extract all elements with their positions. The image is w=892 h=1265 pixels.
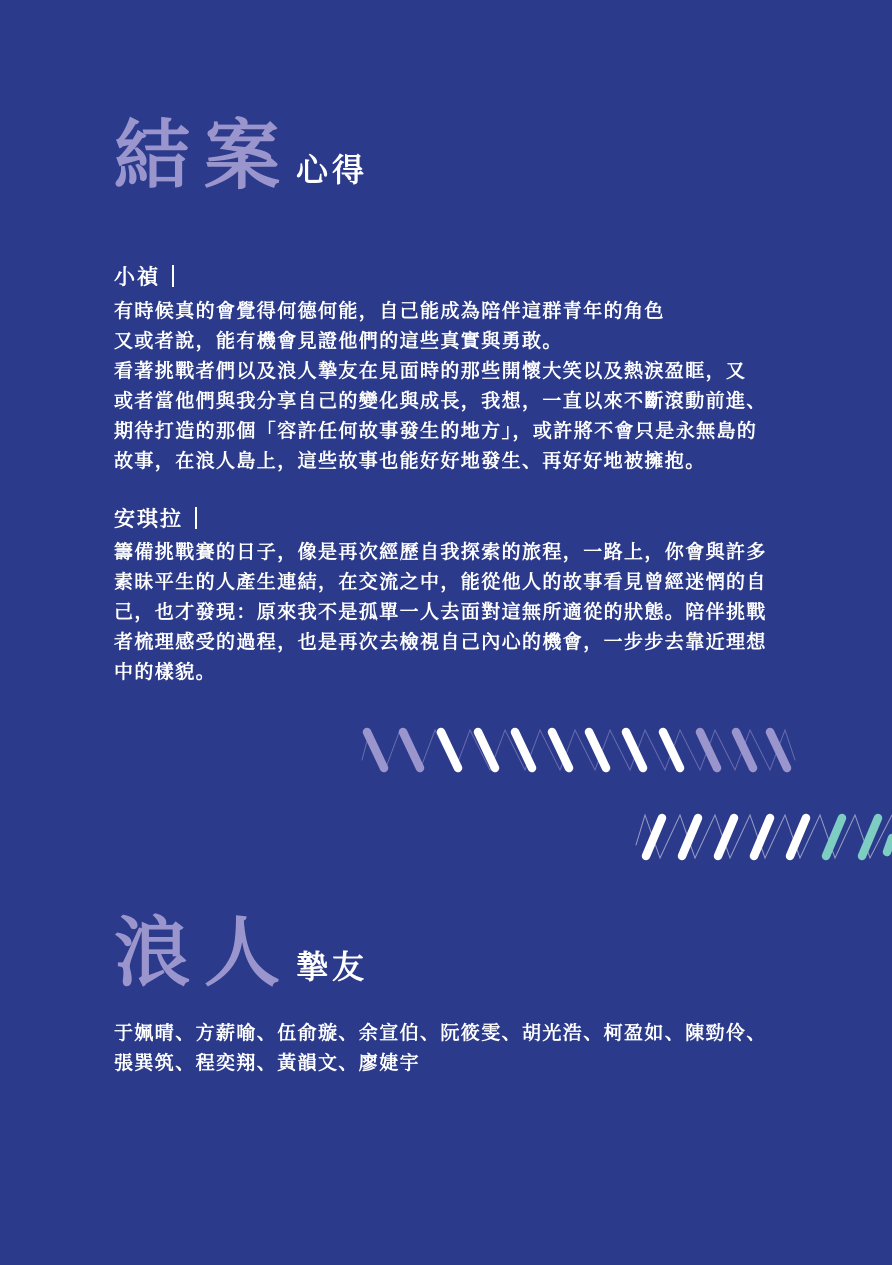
friends-title-sub: 摯友 [296, 948, 369, 986]
summary-title-sub: 心得 [296, 151, 369, 189]
name-line: 于姵晴、方薪喻、伍俞璇、余宣伯、阮筱雯、胡光浩、柯盈如、陳勁伶、 [114, 1022, 767, 1044]
text-line: 或者當他們與我分享自己的變化與成長，我想，一直以來不斷滾動前進、 [114, 390, 767, 412]
friends-heading [114, 908, 369, 997]
friends-title-main: 浪人 [114, 908, 294, 997]
author-name: 安琪拉 [114, 507, 183, 531]
author-name: 小禎 [114, 265, 160, 289]
text-line: 有時候真的會覺得何德何能，自己能成為陪伴這群青年的角色 [114, 300, 665, 322]
text-line: 看著挑戰者們以及浪人摯友在見面時的那些開懷大笑以及熱淚盈眶，又 [114, 360, 747, 382]
friends-name-list [114, 1018, 854, 1078]
name-line: 張巽筑、程奕翔、黃韻文、廖婕宇 [114, 1052, 421, 1074]
stripe-row-upper [362, 730, 795, 770]
summary-title-main: 結案 [114, 111, 294, 200]
text-line: 素昧平生的人產生連結，在交流之中，能從他人的故事看見曾經迷惘的自 [114, 571, 767, 593]
stripe-row-lower [636, 815, 892, 858]
text-line: 中的樣貌。 [114, 661, 217, 683]
text-line: 者梳理感受的過程，也是再次去檢視自己內心的機會，一步步去靠近理想 [114, 631, 767, 653]
text-line: 故事，在浪人島上，這些故事也能好好地發生、再好好地被擁抱。 [114, 450, 706, 472]
text-line: 籌備挑戰賽的日子，像是再次經歷自我探索的旅程，一路上，你會與許多 [114, 541, 767, 563]
text-line: 己，也才發現：原來我不是孤單一人去面對這無所適從的狀態。陪伴挑戰 [114, 601, 767, 623]
text-line: 又或者說，能有機會見證他們的這些真實與勇敢。 [114, 330, 563, 352]
text-line: 期待打造的那個「容許任何故事發生的地方」，或許將不會只是永無島的 [114, 420, 758, 442]
